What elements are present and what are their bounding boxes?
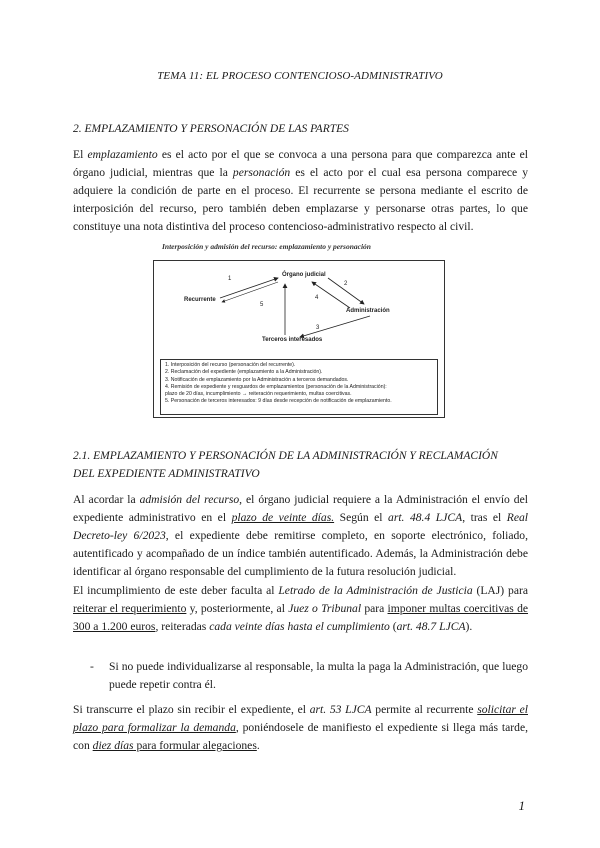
ref-art-48-4: art. 48.4 LJCA (388, 511, 463, 524)
term-cada-veinte-dias: cada veinte días hasta el cumplimiento (209, 620, 390, 633)
term-emplazamiento: emplazamiento (87, 148, 158, 161)
bullet-item (90, 658, 528, 694)
ref-art-53: art. 53 LJCA (309, 703, 372, 716)
bullet-dash: - (90, 660, 94, 673)
arrow-2 (328, 278, 364, 304)
legend-item-3: 3. Notificación de emplazamiento por la Administración a terceros demandados. (165, 376, 349, 383)
heading-line-2: DEL EXPEDIENTE ADMINISTRATIVO (73, 468, 260, 480)
node-organo-judicial: Órgano judicial (282, 272, 326, 278)
ref-real-decreto: Real Decreto-ley 6/2023 (73, 511, 528, 542)
emplazamiento-diagram (150, 242, 450, 422)
text-run: y, posteriormente, al (186, 602, 289, 615)
section-2-paragraph (73, 146, 528, 236)
section-2-1-paragraph-3 (73, 701, 528, 755)
arrow-organo-recurrente (222, 282, 278, 302)
text-run: , tras el (462, 511, 507, 524)
diagram-title: Interposición y admisión del recurso: emplazamiento y personación (162, 242, 371, 251)
arrow-number-1: 1 (228, 276, 232, 282)
term-laj: Letrado de la Administración de Justicia (278, 584, 473, 597)
arrow-1 (220, 278, 278, 298)
node-terceros-interesados: Terceros interesados (262, 337, 323, 343)
node-administracion: Administración (346, 308, 390, 314)
legend-item-1: 1. Interposición del recurso (personación del recurrente). (165, 362, 296, 368)
text-run: es el acto por el cual esa persona comparece y adquiere la condición de parte en el proceso. El recurrente se persona mediante el escrito de interposición del recurso, pero también deben emplazarse y personarse otras partes, lo que constituye una nota distintiva del proceso contencioso-administrativo respecto al civil. (73, 166, 528, 233)
text-run: es el acto por el que se convoca a una persona para que comparezca ante el órgano judicial, mientras que la (73, 148, 528, 179)
term-alegaciones: para formular alegaciones (133, 739, 257, 752)
term-personacion: personación (232, 166, 291, 179)
section-2-1-paragraph-2 (73, 582, 528, 636)
text-run: Al acordar la (73, 493, 140, 506)
diagram-legend-list (160, 359, 438, 415)
diagram-arrows (150, 242, 450, 362)
section-2-1-paragraph-1 (73, 491, 528, 581)
arrow-number-2: 2 (344, 281, 348, 287)
text-run: , el expediente debe remitirse completo, en soporte electrónico, foliado, autentificado y acompañado de un índice también autentificado. Además, la Administración debe identificar al órgano responsable del cumplimiento de la futura resolución judicial. (73, 529, 529, 578)
bullet-text: Si no puede individualizarse al responsable, la multa la paga la Administración, que luego puede repetir contra él. (109, 660, 528, 691)
term-juez: Juez o Tribunal (288, 602, 362, 615)
arrow-number-4: 4 (315, 295, 319, 301)
ref-art-48-7: art. 48.7 LJCA (396, 620, 466, 633)
text-run: Si transcurre el plazo sin recibir el expediente, el (73, 703, 310, 716)
term-admision: admisión del recurso (139, 493, 240, 506)
text-run: ( (389, 620, 397, 633)
text-run: El incumplimiento de este deber faculta al (73, 584, 279, 597)
text-run: permite al recurrente (371, 703, 478, 716)
text-run: , el órgano judicial requiere a la Administración el envío del expediente administrativo en el (73, 493, 528, 524)
text-run: , reiteradas (155, 620, 210, 633)
section-2-heading: 2. EMPLAZAMIENTO Y PERSONACIÓN DE LAS PARTES (73, 123, 349, 135)
text-run: . (256, 739, 260, 752)
page-number: 1 (518, 798, 525, 813)
arrow-number-5: 5 (260, 302, 264, 308)
term-plazo-veinte-dias: plazo de veinte días. (231, 511, 335, 524)
text-run: ). (465, 620, 473, 633)
arrow-3 (300, 316, 370, 337)
text-run: para (361, 602, 388, 615)
text-run: El (73, 148, 88, 161)
page-title: TEMA 11: EL PROCESO CONTENCIOSO-ADMINISTRATIVO (157, 70, 443, 82)
text-run: Según el (334, 511, 389, 524)
section-2-1-heading (73, 447, 533, 483)
term-multas: imponer multas coercitivas de 300 a 1.200 euros (73, 602, 529, 633)
heading-line-1: 2.1. EMPLAZAMIENTO Y PERSONACIÓN DE LA ADMINISTRACIÓN Y RECLAMACIÓN (73, 450, 498, 462)
term-diez-dias: diez días (92, 739, 134, 752)
text-run: , poniéndosele de manifiesto el expediente si llega más tarde, con (73, 721, 528, 752)
term-reiterar: reiterar el requerimiento (73, 602, 187, 615)
legend-item-4: 4. Remisión de expediente y resguardos de emplazamientos (personación de la Administración): (165, 383, 387, 390)
node-recurrente: Recurrente (184, 297, 216, 303)
text-run: (LAJ) para (472, 584, 528, 597)
arrow-4 (312, 282, 350, 308)
arrow-number-3: 3 (316, 325, 320, 331)
term-solicitar-plazo: solicitar el plazo para formalizar la demanda (73, 703, 528, 734)
legend-item-5: 5. Personación de terceros interesados: 9 días desde recepción de notificación de emplazamiento. (165, 398, 392, 405)
legend-item-4-cont: plazo de 20 días, incumplimiento → reiteración requerimiento, multas coercitivas. (165, 391, 352, 398)
legend-item-2: 2. Reclamación del expediente (emplazamiento a la Administración). (165, 369, 323, 376)
